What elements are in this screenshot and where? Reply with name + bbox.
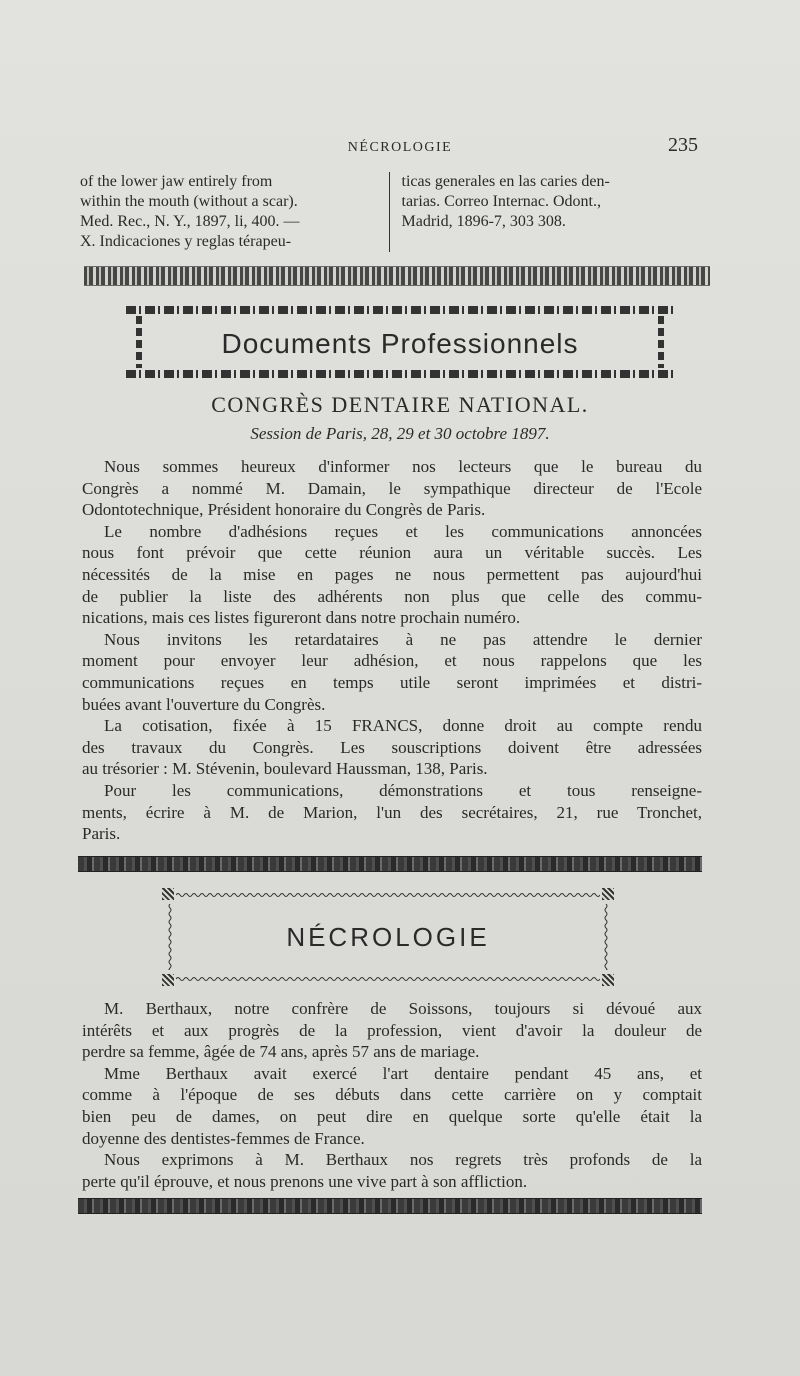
banner-border-bottom [126,370,674,378]
text-line: moment pour envoyer leur adhésion, et nous rappelons que les [82,651,702,671]
banner-border-top [176,892,600,898]
text-line: des travaux du Congrès. Les souscriptions doivent être adressées [82,737,702,757]
text-line: doyenne des dentistes-femmes de France. [82,1128,365,1148]
text-line: Nous exprimons à M. Berthaux nos regrets très profonds de la [104,1150,702,1170]
column-line: Med. Rec., N. Y., 1897, li, 400. — [80,213,300,230]
congres-body [82,456,702,845]
text-line: perdre sa femme, âgée de 74 ans, après 57 ans de mariage. [82,1042,480,1062]
paragraph [82,456,702,521]
text-line: communications reçues en temps utile seront imprimées et distri- [82,672,702,692]
column-line: within the mouth (without a scar). [80,193,298,210]
corner-ornament [162,974,174,986]
section-banner-documents [120,300,680,384]
left-column [80,172,390,252]
ornamental-divider [84,266,710,286]
section-title: NÉCROLOGIE [286,922,490,952]
paragraph [82,715,702,780]
text-line: nous font prévoir que cette réunion aura un véritable succès. Les [82,543,702,563]
ornamental-rule [78,1198,702,1214]
text-line: de publier la liste des adhérents non plus que celle des commu- [82,586,702,606]
column-line: X. Indicaciones y reglas térapeu- [80,233,292,250]
text-line: Mme Berthaux avait exercé l'art dentaire pendant 45 ans, et [104,1063,702,1083]
text-line: perte qu'il éprouve, et nous prenons une vive part à son affliction. [82,1171,528,1191]
paragraph [82,521,702,629]
paragraph [82,1149,702,1192]
text-line: au trésorier : M. Stévenin, boulevard Haussman, 138, Paris. [82,759,488,779]
corner-ornament [602,974,614,986]
column-line: tarias. Correo Internac. Odont., [401,193,601,210]
text-line: comme à l'époque de ses débuts dans cette carrière on y comptait [82,1085,702,1105]
corner-ornament [602,888,614,900]
page-number: 235 [668,134,698,156]
text-line: M. Berthaux, notre confrère de Soissons, toujours si dévoué aux [104,999,702,1018]
section-title: Documents Professionnels [221,328,579,359]
text-line: nécessités de la mise en pages ne nous permettent pas aujourd'hui [82,564,702,584]
text-line: Nous sommes heureux d'informer nos lecteurs que le bureau du [104,457,702,476]
banner-border-top [126,306,674,314]
necrologie-body [82,998,702,1192]
column-line: Madrid, 1896-7, 303 308. [401,213,566,230]
right-column [390,172,701,252]
text-line: La cotisation, fixée à 15 FRANCS, donne droit au compte rendu [104,716,702,736]
running-header: NÉCROLOGIE [347,140,453,155]
bibliography-columns [80,172,700,252]
banner-border-bottom [176,976,600,982]
paragraph [82,1063,702,1149]
section-banner-necrologie [160,886,616,988]
text-line: Pour les communications, démonstrations et tous renseigne- [104,780,702,800]
text-line: nications, mais ces listes figureront dans notre prochain numéro. [82,608,521,628]
article-subtitle: Session de Paris, 28, 29 et 30 octobre 1897. [250,424,550,443]
text-line: intérêts et aux progrès de la profession, vient d'avoir la douleur de [82,1020,702,1040]
paragraph [82,998,702,1063]
column-line: of the lower jaw entirely from [80,173,273,190]
article-title: CONGRÈS DENTAIRE NATIONAL. [211,392,589,417]
corner-ornament [162,888,174,900]
text-line: bien peu de dames, on peut dire en quelque sorte qu'elle était la [82,1106,702,1126]
text-line: Nous invitons les retardataires à ne pas attendre le dernier [104,629,702,649]
ornamental-rule [78,856,702,872]
column-line: ticas generales en las caries den- [401,173,610,190]
text-line: ments, écrire à M. de Marion, l'un des secrétaires, 21, rue Tronchet, [82,802,702,822]
paragraph [82,629,702,715]
paragraph [82,780,702,845]
text-line: Odontotechnique, Président honoraire du Congrès de Paris. [82,500,486,520]
text-line: Le nombre d'adhésions reçues et les communications annoncées [104,521,702,541]
text-line: buées avant l'ouverture du Congrès. [82,694,326,714]
text-line: Congrès a nommé M. Damain, le sympathique directeur de l'Ecole [82,478,702,498]
text-line: Paris. [82,824,121,844]
